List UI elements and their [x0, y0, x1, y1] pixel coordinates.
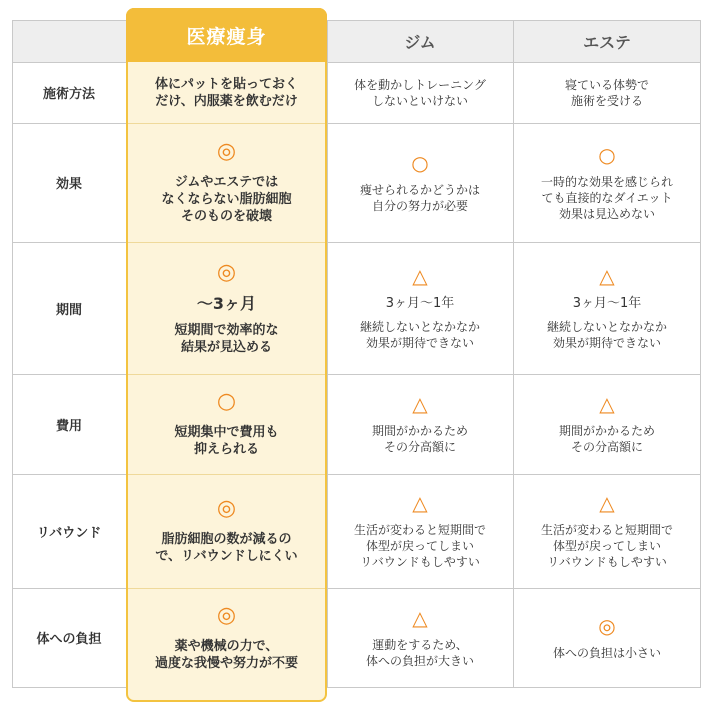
- cell-line: 抑えられる: [193, 442, 259, 457]
- cell-line: なくならない脂肪細胞: [161, 192, 292, 207]
- cell-line: 一時的な効果を感じられ: [540, 174, 673, 189]
- cell-line: ても直接的なダイエット: [541, 190, 673, 205]
- double-circle-mark-icon: ◎: [598, 613, 616, 638]
- cell-gym-burden: [327, 588, 513, 687]
- cell-line: 効果が期待できない: [552, 336, 661, 350]
- cell-line: 体型が戻ってしまい: [365, 539, 474, 553]
- cell-line: リバウンドもしやすい: [547, 555, 667, 569]
- row-label-text: 施術方法: [42, 87, 95, 102]
- cell-line: その分高額に: [570, 440, 643, 454]
- cell-line: そのものを破壊: [180, 209, 272, 224]
- double-circle-mark-icon: ◎: [216, 496, 237, 521]
- cell-line: 体への負担は小さい: [552, 645, 661, 660]
- cell-medical-cost: [128, 374, 325, 474]
- cell-medical-period: [128, 242, 325, 374]
- header-medical-slimming-cell: [126, 8, 327, 62]
- cell-line: 体にパットを貼っておく: [154, 76, 298, 92]
- cell-esthe-period: [513, 242, 701, 374]
- cell-line: 生活が変わると短期間で: [353, 523, 486, 537]
- cell-line: 結果が見込める: [180, 339, 272, 355]
- row-label-method: [12, 62, 126, 123]
- cell-esthe-burden: [513, 588, 701, 687]
- row-label-burden: [12, 588, 126, 687]
- period-value: 〜3ヶ月: [196, 293, 257, 313]
- cell-medical-effect: [128, 123, 325, 242]
- cell-line: 短期集中で費用も: [174, 425, 279, 440]
- cell-medical-rebound: [128, 474, 325, 588]
- row-label-period: [12, 242, 126, 374]
- cell-line: 継続しないとなかなか: [359, 320, 480, 334]
- cell-line: 生活が変わると短期間で: [540, 523, 673, 537]
- cell-gym-rebound: [327, 474, 513, 588]
- period-value: 3ヶ月〜1年: [385, 296, 455, 311]
- cell-esthe-cost: [513, 374, 701, 474]
- header-medical-slimming-label: 医療痩身: [186, 25, 267, 48]
- triangle-mark-icon: △: [599, 264, 615, 288]
- cell-line: 寝ている体勢で: [564, 77, 649, 92]
- grid-line: [327, 20, 701, 21]
- double-circle-mark-icon: ◎: [216, 602, 237, 628]
- cell-medical-burden: [128, 588, 325, 687]
- cell-gym-cost: [327, 374, 513, 474]
- triangle-mark-icon: △: [599, 392, 615, 416]
- period-value: 3ヶ月〜1年: [572, 296, 642, 311]
- cell-line: 短期間で効率的な: [174, 322, 279, 338]
- header-gym-cell: [327, 20, 513, 62]
- grid-line: [327, 687, 701, 688]
- cell-line: 過度な我慢や努力が不要: [154, 655, 298, 671]
- cell-line: 期間がかかるため: [558, 424, 655, 438]
- cell-line: 運動をするため、: [372, 637, 468, 652]
- circle-mark-icon: ○: [411, 150, 429, 175]
- cell-esthe-rebound: [513, 474, 701, 588]
- header-empty-cell: [12, 20, 126, 62]
- circle-mark-icon: ○: [598, 142, 616, 167]
- row-label-cost: [12, 374, 126, 474]
- circle-mark-icon: ○: [216, 389, 237, 414]
- row-label-rebound: [12, 474, 126, 588]
- double-circle-mark-icon: ◎: [216, 139, 237, 164]
- grid-line: [12, 20, 126, 21]
- triangle-mark-icon: △: [412, 605, 428, 630]
- cell-esthe-method: [513, 62, 701, 123]
- triangle-mark-icon: △: [599, 491, 615, 515]
- cell-line: ジムやエステでは: [174, 175, 279, 190]
- cell-line: 痩せられるかどうかは: [359, 182, 480, 197]
- cell-line: 体型が戻ってしまい: [552, 539, 661, 553]
- row-label-text: 体への負担: [36, 632, 102, 647]
- cell-line: で、リバウンドしにくい: [155, 549, 298, 564]
- cell-line: その分高額に: [383, 440, 456, 454]
- row-label-text: 期間: [55, 302, 82, 318]
- row-label-text: 効果: [55, 177, 82, 192]
- cell-gym-period: [327, 242, 513, 374]
- header-gym-label: ジム: [404, 32, 436, 52]
- triangle-mark-icon: △: [412, 264, 428, 288]
- triangle-mark-icon: △: [412, 491, 428, 515]
- grid-line: [12, 687, 126, 688]
- cell-line: 期間がかかるため: [371, 424, 468, 438]
- header-esthe-label: エステ: [583, 32, 631, 52]
- cell-line: 体を動かしトレーニング: [354, 77, 486, 92]
- cell-line: 効果が期待できない: [365, 336, 474, 350]
- row-label-effect: [12, 123, 126, 242]
- cell-line: だけ、内服薬を飲むだけ: [155, 93, 298, 109]
- cell-line: 自分の努力が必要: [371, 198, 468, 213]
- cell-medical-method: [128, 62, 325, 123]
- cell-line: リバウンドもしやすい: [360, 555, 480, 569]
- double-circle-mark-icon: ◎: [216, 259, 237, 285]
- row-label-text: リバウンド: [36, 525, 102, 541]
- triangle-mark-icon: △: [412, 392, 428, 416]
- header-esthe-cell: [513, 20, 701, 62]
- cell-line: 継続しないとなかなか: [546, 320, 667, 334]
- cell-esthe-effect: [513, 123, 701, 242]
- cell-line: 脂肪細胞の数が減るの: [161, 532, 292, 547]
- cell-line: 薬や機械の力で、: [174, 638, 279, 654]
- cell-gym-method: [327, 62, 513, 123]
- cell-gym-effect: [327, 123, 513, 242]
- row-label-text: 費用: [55, 418, 82, 434]
- cell-line: 施術を受ける: [570, 93, 643, 108]
- cell-line: しないといけない: [371, 93, 468, 108]
- cell-line: 体への負担が大きい: [365, 653, 474, 668]
- cell-line: 効果は見込めない: [558, 206, 655, 221]
